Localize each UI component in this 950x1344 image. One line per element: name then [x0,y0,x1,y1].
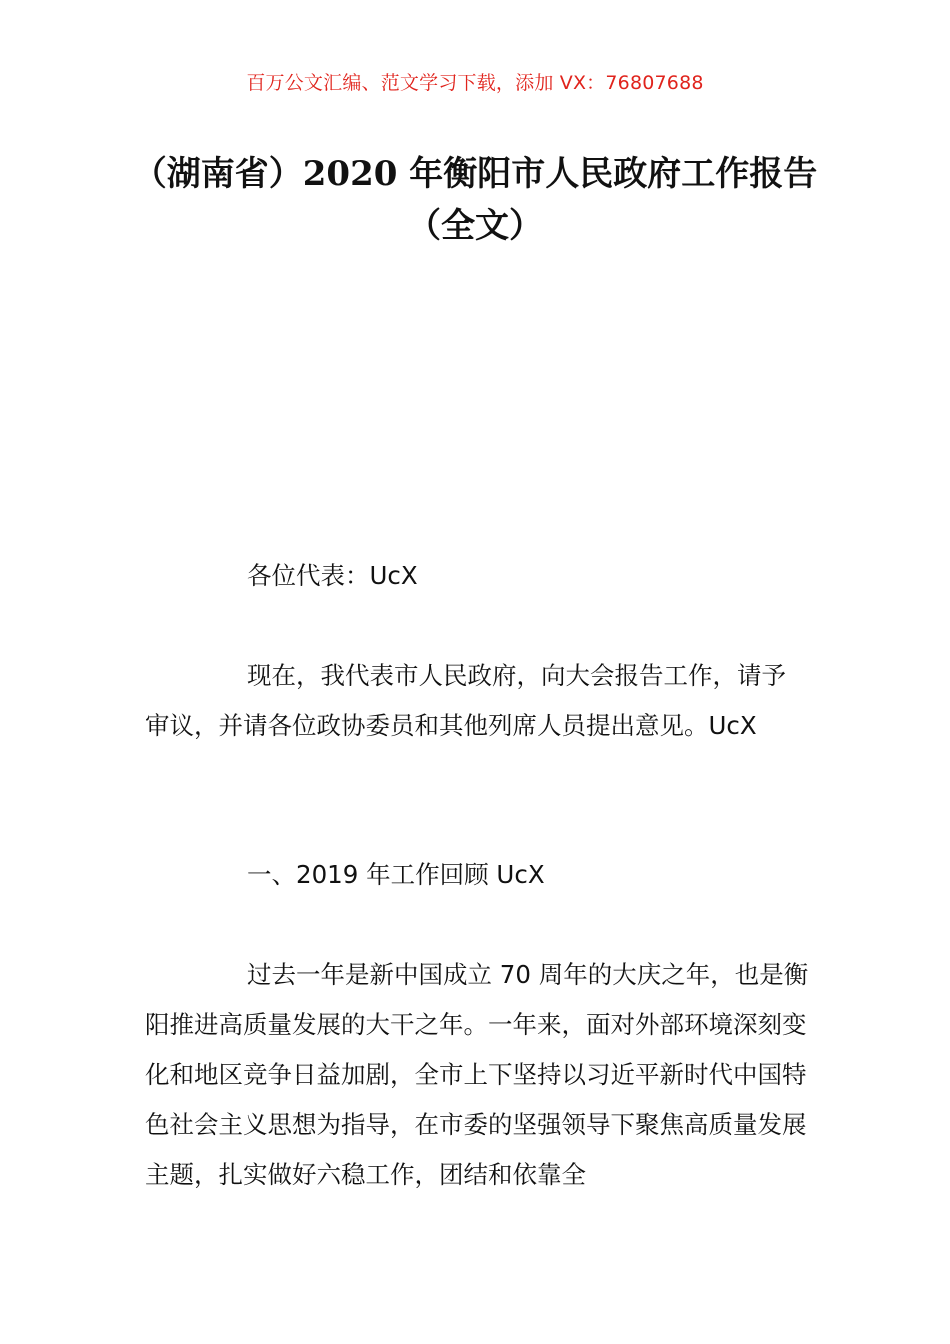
paragraph-intro: 现在，我代表市人民政府，向大会报告工作，请予审议，并请各位政协委员和其他列席人员提出意见。UcX [145,661,786,740]
salutation: 各位代表：UcX [247,561,418,590]
header-promo-note: 百万公文汇编、范文学习下载，添加 VX：76807688 [246,72,704,94]
paragraph-review: 过去一年是新中国成立 70 周年的大庆之年，也是衡阳推进高质量发展的大干之年。一年来，面对外部环境深刻变化和地区竞争日益加剧，全市上下坚持以习近平新时代中国特色社会主义思想为指导，在市委的坚强领导下聚焦高质量发展主题，扎实做好六稳工作，团结和依靠全 [145,960,809,1189]
section-heading: 一、2019 年工作回顾 UcX [247,860,545,889]
document-title: （湖南省）2020 年衡阳市人民政府工作报告（全文） [132,154,818,246]
